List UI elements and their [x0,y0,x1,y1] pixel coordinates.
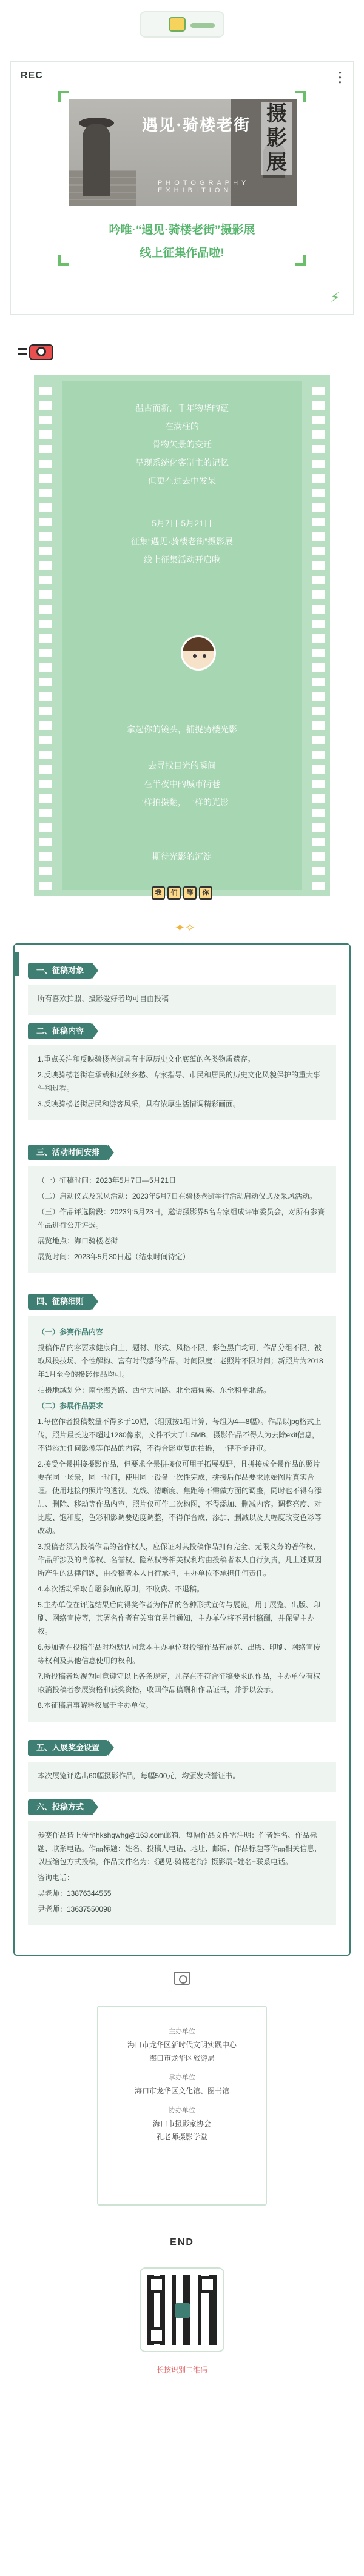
section-body [28,1821,336,1925]
organizer-name: 海口市龙华区文化馆、图书馆 [134,2087,229,2095]
film-frame [62,381,302,897]
film-holes-right [312,381,325,890]
paragraph: 1.重点关注和反映骑楼老街具有丰厚历史文化底蕴的各类物质遗存。 [38,1055,255,1063]
avatar-eye [193,654,197,658]
poem-line: 去寻找目光的瞬间 [148,761,216,771]
hero-vertical-title: 摄影展 [261,102,292,175]
more-icon[interactable]: ● ● ● [339,70,342,85]
poem-dates [62,514,302,569]
paragraph: 1.每位作者投稿数量不得多于10幅，（组照按1组计算，每组为4—8幅）。作品以jpg格式上传，照片最长边不超过1280像素，文件不大于1.5MB，摄影作品不得人为去除exif信息，不得添加任何影像等作品的内容，不得合影重复的拍摄，一律不予评审。 [38,1417,322,1453]
paragraph: 咨询电话： [38,1873,75,1882]
poem-line: 一样拍摄翻，一样的光影 [135,797,229,807]
poem-line: 在满柱的 [165,421,199,431]
poem-top [62,399,302,490]
paragraph: 5.主办单位在评选结果后向得奖作者为作品的各种形式宣传与展览，用于展览、出版、印刷、网络宣传等，其署名作者有关事宜另行通知，主办单位将不另付稿酬，并保留主办权。 [38,1601,321,1636]
section-tag: 六、投稿方式 [28,1799,92,1815]
hero-title: 遇见·骑楼老街 [142,116,251,135]
paragraph: （二）启动仪式及采风活动：2023年5月7日在骑楼老街举行活动启动仪式及采风活动。 [38,1192,317,1200]
qr-finder [148,2276,165,2293]
headline-1: 吟唯·“遇见·骑楼老街”摄影展 [109,224,255,236]
header-badge [140,11,224,38]
coorganizer-name: 海口市摄影家协会 [152,2119,211,2128]
section-tag: 一、征稿对象 [28,963,92,979]
paragraph: 展览地点：海口骑楼老街 [38,1237,118,1245]
host-name: 海口市龙华区新时代文明实践中心 [127,2041,237,2049]
paragraph: 3.投稿者须为投稿作品的著作权人，应保证对其投稿作品拥有完全、无限义务的著作权，作品所涉及的肖像权、名誉权、隐私权等相关权利均由投稿者本人自行负责，凡上述原因所产生的法律问题，由投稿者本人自行承担，主办单位不承担任何责任。 [38,1542,322,1577]
avatar-eye [203,654,206,658]
section-body [28,985,336,1015]
avatar-hair [183,637,216,651]
camera-icon [18,337,61,364]
stamp-row [62,886,302,900]
qr-finder [199,2276,216,2293]
section-tag: 四、征稿细则 [28,1294,92,1310]
paragraph: 6.参加者在投稿作品时均默认同意本主办单位对投稿作品有展览、出版、印刷、网络宣传等权利及其他信息使用的权利。 [38,1643,321,1665]
coorganizer-role: 协办单位 [169,2107,195,2114]
lightning-icon: ⚡ [330,290,340,305]
paragraph: 本次展览评选出60幅摄影作品，每幅500元，均颁发荣誉证书。 [38,1771,240,1780]
paragraph: 拍摄地域划分：南至海秀路、西至大同路、北至海甸溪、东至和平北路。 [38,1386,271,1394]
top-bar [0,0,364,46]
poem-line: 在半夜中的城市街巷 [144,779,220,789]
hero-subtitle: PHOTOGRAPHY EXHIBITION [158,179,250,194]
section-tag: 三、活动时间安排 [28,1145,108,1160]
paragraph: 2.接受全景拼接摄影作品，但要求全景拼接仅可用于拓展视野，且拼接成全景作品的照片要在同一场景，同一时间，使用同一设备一次性完成，拼接后作品要求原始图片真实合理。使用地接的照片的透视、光线、清晰度、焦距等不需做方面的调整，同时也不得有添加、删除、移动等作品内容，照片仅可作二次构图，不得添加、删减内容。调整亮度、对比度、饱和度，色彩和影调要适度调整，不得作合成、添加、删减以及大幅度改变色彩等改动。 [38,1460,322,1535]
end-label: END [170,2237,194,2247]
sparkle-icon: ✦✧ [175,922,195,935]
poem-line: 但更在过去中发呆 [148,476,216,486]
poem-bottom [62,720,302,811]
contact-line: 尹老师：13637550098 [38,1905,112,1913]
date-line: 5月7日-5月21日 [152,518,212,528]
stamp: 等 [183,886,197,900]
section-body [28,1316,336,1722]
paragraph: 所有喜欢拍照、摄影爱好者均可自由投稿 [38,994,169,1003]
paragraph: 8.本征稿启事解释权属于主办单位。 [38,1701,153,1710]
qr-logo [175,2303,190,2318]
organizer-role: 承办单位 [169,2074,195,2081]
subsection-title: （一）参赛作品内容 [38,1328,104,1336]
poem-line: 拿起你的镜头，捕捉骑楼光影 [127,724,237,734]
stamp: 我 [152,886,165,900]
paragraph: 投稿作品内容要求健康向上，题材、形式、风格不限，彩色黑白均可，作品分组不限，被取风投技场、个性解构、富有时代感的作品。时间限度：老照片不限时间；新照片为2018年1月至今的摄影作品均可。 [38,1343,323,1379]
section-tag: 五、入展奖金设置 [28,1740,108,1756]
section-body [28,1166,336,1273]
stamp: 们 [167,886,181,900]
progress-decoration [190,23,215,28]
person-silhouette [83,124,110,196]
poem-closing: 期待光影的沉淀 [152,852,212,861]
paragraph: 2.反映骑楼老街在承载和延续乡愁、专家指导、市民和居民的历史文化风貌保护的重大事件和过程。 [38,1071,321,1092]
poem-spacer [62,738,302,757]
film-strip [34,375,330,896]
date-line: 征集“遇见·骑楼老街”摄影展 [131,537,233,546]
notice-tab [13,952,19,976]
contact-line: 吴老师：13876344555 [38,1889,112,1898]
qr-code[interactable] [140,2267,224,2352]
hero-image [69,99,297,206]
poem-line: 骨物矢景的变迁 [152,440,212,449]
camera-lens [36,347,46,356]
section-body [28,1762,336,1792]
motion-lines [18,353,27,355]
avatar [181,635,216,671]
headline-2: 线上征集作品啦! [140,247,224,259]
coorganizer-name: 孔老师摄影学堂 [156,2133,207,2141]
paragraph: 参赛作品请上传至hkshqwhg@163.com邮箱，每幅作品文件需注明：作者姓名、作品标题、联系电话。作品标题：姓名、投稿人电话、地址、邮编、作品标题等作品相关信息，以压缩包方式投稿，作品文件名为：《遇见·骑楼老街》摄影展+姓名+联系电话。 [38,1831,322,1866]
host-name: 海口市龙华区旅游局 [149,2054,215,2062]
notice-box [13,943,351,1956]
date-line: 线上征集活动开启啦 [144,555,220,564]
poem-line: 温古而新，千年物华的蕴 [135,403,229,413]
viewfinder-corner-icon [58,91,69,102]
paragraph: （三）作品评选阶段：2023年5月23日，邀请摄影界5名专家组成评审委员会，对所有参赛作品进行公开评选。 [38,1208,325,1229]
paragraph: 7.所投稿者均视为同意遵守以上各条规定，凡存在不符合征稿要求的作品，主办单位有权取消投稿者参展资格和获奖资格，收回作品稿酬和作品证书，并予以公示。 [38,1672,321,1694]
hero-frame [10,61,354,315]
paragraph: 展览时间：2023年5月30日起（结束时间待定） [38,1253,190,1261]
paragraph: 3.反映骑楼老街居民和游客风采，具有浓厚生活情调精彩画面。 [38,1100,241,1108]
host-role: 主办单位 [169,2028,195,2035]
poem-line: 呈现系统化客制主的记忆 [135,458,229,467]
camera-icon [174,1972,190,1985]
subsection-title: （二）参展作品要求 [38,1402,104,1410]
paragraph: （一）征稿时间：2023年5月7日—5月21日 [38,1176,177,1185]
rec-label: REC [21,70,43,81]
paragraph: 4.本次活动采取自愿参加的原则，不收费、不退稿。 [38,1585,204,1593]
film-holes-left [39,381,52,890]
folder-icon [169,17,186,32]
scan-hint: 长按识别二维码 [156,2366,207,2374]
stamp: 你 [199,886,212,900]
qr-finder [148,2327,165,2344]
section-tag: 二、征稿内容 [28,1023,92,1039]
section-body [28,1045,336,1120]
organizers-box [97,2006,267,2206]
